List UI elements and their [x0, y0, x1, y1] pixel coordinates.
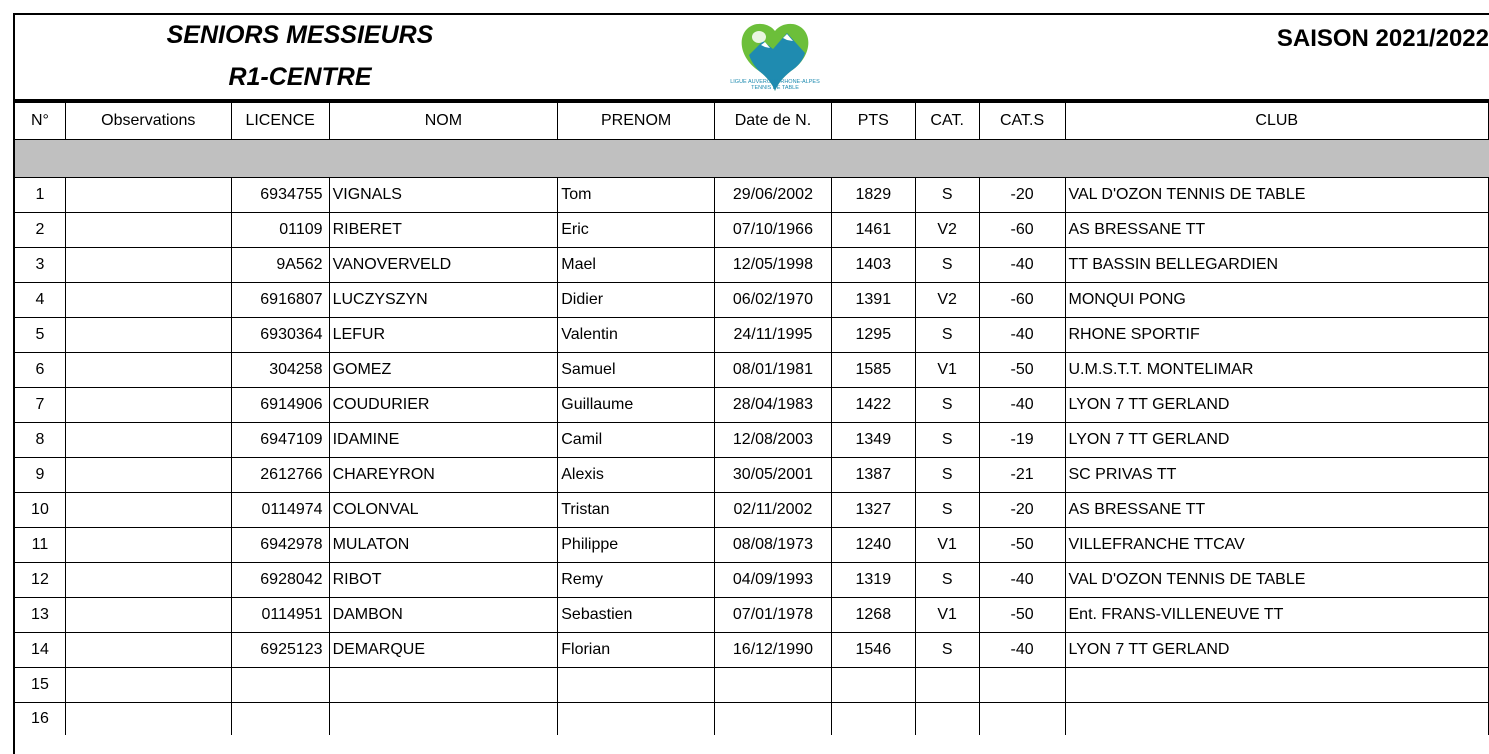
- cell-licence[interactable]: [231, 703, 329, 735]
- cell-cats[interactable]: -60: [979, 283, 1065, 318]
- cell-number[interactable]: 4: [15, 283, 66, 318]
- cell-pts[interactable]: 1295: [831, 318, 915, 353]
- cell-date[interactable]: 12/05/1998: [715, 248, 832, 283]
- cell-club[interactable]: TT BASSIN BELLEGARDIEN: [1065, 248, 1489, 283]
- cell-club[interactable]: RHONE SPORTIF: [1065, 318, 1489, 353]
- cell-prenom[interactable]: Tristan: [558, 493, 715, 528]
- cell-cat[interactable]: [915, 668, 979, 703]
- cell-observations[interactable]: [65, 458, 231, 493]
- cell-pts[interactable]: 1387: [831, 458, 915, 493]
- cell-prenom[interactable]: Remy: [558, 563, 715, 598]
- cell-prenom[interactable]: Tom: [558, 178, 715, 213]
- cell-date[interactable]: 12/08/2003: [715, 423, 832, 458]
- cell-licence[interactable]: 304258: [231, 353, 329, 388]
- col-header-number: N°: [15, 103, 66, 140]
- cell-pts[interactable]: 1349: [831, 423, 915, 458]
- division-title: R1-CENTRE: [228, 63, 372, 91]
- cell-cat[interactable]: V1: [915, 528, 979, 563]
- table-row: [15, 248, 1489, 283]
- table-row: [15, 353, 1489, 388]
- col-header-prenom: PRENOM: [558, 103, 715, 140]
- cell-number[interactable]: 11: [15, 528, 66, 563]
- cell-date[interactable]: 07/01/1978: [715, 598, 832, 633]
- cell-observations[interactable]: [65, 528, 231, 563]
- cell-licence[interactable]: 6947109: [231, 423, 329, 458]
- table-row: [15, 528, 1489, 563]
- cell-nom[interactable]: DEMARQUE: [329, 633, 558, 668]
- cell-date[interactable]: 08/08/1973: [715, 528, 832, 563]
- cell-number[interactable]: 13: [15, 598, 66, 633]
- table-row: [15, 563, 1489, 598]
- cell-club[interactable]: SC PRIVAS TT: [1065, 458, 1489, 493]
- cell-club[interactable]: VAL D'OZON TENNIS DE TABLE: [1065, 563, 1489, 598]
- cell-licence[interactable]: [231, 668, 329, 703]
- cell-observations[interactable]: [65, 318, 231, 353]
- cell-cats[interactable]: -20: [979, 178, 1065, 213]
- cell-prenom[interactable]: Camil: [558, 423, 715, 458]
- cell-prenom[interactable]: [558, 703, 715, 735]
- cell-cats[interactable]: -50: [979, 353, 1065, 388]
- cell-cats[interactable]: [979, 668, 1065, 703]
- cell-cats[interactable]: -40: [979, 248, 1065, 283]
- cell-cat[interactable]: [915, 703, 979, 735]
- cell-prenom[interactable]: Florian: [558, 633, 715, 668]
- cell-prenom[interactable]: Alexis: [558, 458, 715, 493]
- cell-number[interactable]: 12: [15, 563, 66, 598]
- col-header-nom: NOM: [329, 103, 558, 140]
- cell-nom[interactable]: VANOVERVELD: [329, 248, 558, 283]
- cell-date[interactable]: 07/10/1966: [715, 213, 832, 248]
- cell-prenom[interactable]: Mael: [558, 248, 715, 283]
- cell-cats[interactable]: -40: [979, 318, 1065, 353]
- cell-observations[interactable]: [65, 703, 231, 735]
- cell-club[interactable]: LYON 7 TT GERLAND: [1065, 388, 1489, 423]
- cell-pts[interactable]: [831, 668, 915, 703]
- cell-pts[interactable]: 1403: [831, 248, 915, 283]
- cell-number[interactable]: 7: [15, 388, 66, 423]
- table-row: [15, 213, 1489, 248]
- table-row: [15, 668, 1489, 703]
- cell-number[interactable]: 9: [15, 458, 66, 493]
- cell-observations[interactable]: [65, 353, 231, 388]
- cell-prenom[interactable]: [558, 668, 715, 703]
- cell-cats[interactable]: [979, 703, 1065, 735]
- cell-club[interactable]: VILLEFRANCHE TTCAV: [1065, 528, 1489, 563]
- cell-cat[interactable]: S: [915, 563, 979, 598]
- cell-prenom[interactable]: Guillaume: [558, 388, 715, 423]
- cell-cat[interactable]: S: [915, 493, 979, 528]
- cell-observations[interactable]: [65, 283, 231, 318]
- cell-date[interactable]: 02/11/2002: [715, 493, 832, 528]
- cell-nom[interactable]: RIBERET: [329, 213, 558, 248]
- cell-pts[interactable]: 1391: [831, 283, 915, 318]
- cell-number[interactable]: 10: [15, 493, 66, 528]
- cell-club[interactable]: LYON 7 TT GERLAND: [1065, 423, 1489, 458]
- cell-prenom[interactable]: Valentin: [558, 318, 715, 353]
- cell-licence[interactable]: 01109: [231, 213, 329, 248]
- cell-nom[interactable]: LEFUR: [329, 318, 558, 353]
- cell-cat[interactable]: V1: [915, 598, 979, 633]
- cell-number[interactable]: 8: [15, 423, 66, 458]
- cell-observations[interactable]: [65, 213, 231, 248]
- cell-date[interactable]: 28/04/1983: [715, 388, 832, 423]
- cell-club[interactable]: AS BRESSANE TT: [1065, 493, 1489, 528]
- cell-nom[interactable]: GOMEZ: [329, 353, 558, 388]
- cell-observations[interactable]: [65, 598, 231, 633]
- cell-cat[interactable]: S: [915, 178, 979, 213]
- players-table: [14, 102, 1489, 735]
- table-row: [15, 388, 1489, 423]
- cell-cat[interactable]: S: [915, 633, 979, 668]
- cell-pts[interactable]: 1268: [831, 598, 915, 633]
- cell-cat[interactable]: V2: [915, 283, 979, 318]
- cell-observations[interactable]: [65, 423, 231, 458]
- cell-pts[interactable]: [831, 703, 915, 735]
- cell-pts[interactable]: 1585: [831, 353, 915, 388]
- cell-licence[interactable]: 0114974: [231, 493, 329, 528]
- table-row: [15, 283, 1489, 318]
- cell-cats[interactable]: -40: [979, 388, 1065, 423]
- cell-licence[interactable]: 6928042: [231, 563, 329, 598]
- cell-cat[interactable]: S: [915, 388, 979, 423]
- cell-date[interactable]: 30/05/2001: [715, 458, 832, 493]
- table-row: [15, 598, 1489, 633]
- cell-pts[interactable]: 1461: [831, 213, 915, 248]
- cell-cat[interactable]: S: [915, 423, 979, 458]
- cell-licence[interactable]: 6942978: [231, 528, 329, 563]
- cell-pts[interactable]: 1319: [831, 563, 915, 598]
- cell-club[interactable]: [1065, 703, 1489, 735]
- cell-observations[interactable]: [65, 563, 231, 598]
- cell-club[interactable]: LYON 7 TT GERLAND: [1065, 633, 1489, 668]
- cell-observations[interactable]: [65, 388, 231, 423]
- cell-prenom[interactable]: Eric: [558, 213, 715, 248]
- cell-cats[interactable]: -21: [979, 458, 1065, 493]
- cell-nom[interactable]: COUDURIER: [329, 388, 558, 423]
- cell-licence[interactable]: 6916807: [231, 283, 329, 318]
- table-header-row: [15, 103, 1489, 140]
- cell-pts[interactable]: 1546: [831, 633, 915, 668]
- cell-club[interactable]: Ent. FRANS-VILLENEUVE TT: [1065, 598, 1489, 633]
- cell-club[interactable]: MONQUI PONG: [1065, 283, 1489, 318]
- cell-date[interactable]: 06/02/1970: [715, 283, 832, 318]
- cell-licence[interactable]: 6914906: [231, 388, 329, 423]
- cell-nom[interactable]: IDAMINE: [329, 423, 558, 458]
- cell-club[interactable]: VAL D'OZON TENNIS DE TABLE: [1065, 178, 1489, 213]
- season-label: SAISON 2021/2022: [1276, 25, 1489, 52]
- cell-cat[interactable]: V2: [915, 213, 979, 248]
- cell-licence[interactable]: 6930364: [231, 318, 329, 353]
- cell-licence[interactable]: 0114951: [231, 598, 329, 633]
- grey-separator-row: [15, 140, 1489, 178]
- col-header-club: CLUB: [1065, 103, 1489, 140]
- sheet-title: SENIORS MESSIEURS: [166, 21, 434, 49]
- cell-prenom[interactable]: Samuel: [558, 353, 715, 388]
- col-header-licence: LICENCE: [231, 103, 329, 140]
- cell-nom[interactable]: [329, 703, 558, 735]
- cell-nom[interactable]: CHAREYRON: [329, 458, 558, 493]
- cell-club[interactable]: U.M.S.T.T. MONTELIMAR: [1065, 353, 1489, 388]
- cell-number[interactable]: 15: [15, 668, 66, 703]
- cell-number[interactable]: 3: [15, 248, 66, 283]
- cell-date[interactable]: 16/12/1990: [715, 633, 832, 668]
- cell-observations[interactable]: [65, 248, 231, 283]
- cell-prenom[interactable]: Philippe: [558, 528, 715, 563]
- cell-date[interactable]: 08/01/1981: [715, 353, 832, 388]
- table-row: [15, 318, 1489, 353]
- cell-club[interactable]: [1065, 668, 1489, 703]
- col-header-cats: CAT.S: [979, 103, 1065, 140]
- cell-nom[interactable]: RIBOT: [329, 563, 558, 598]
- cell-nom[interactable]: [329, 668, 558, 703]
- cell-number[interactable]: 2: [15, 213, 66, 248]
- league-logo-text: LIGUE AUVERGNE RHONE-ALPES TENNIS DE TABLE: [730, 79, 820, 91]
- cell-licence[interactable]: 6934755: [231, 178, 329, 213]
- cell-cat[interactable]: S: [915, 248, 979, 283]
- cell-date[interactable]: 24/11/1995: [715, 318, 832, 353]
- table-row: [15, 633, 1489, 668]
- cell-number[interactable]: 5: [15, 318, 66, 353]
- cell-cats[interactable]: -50: [979, 598, 1065, 633]
- cell-club[interactable]: AS BRESSANE TT: [1065, 213, 1489, 248]
- cell-cat[interactable]: V1: [915, 353, 979, 388]
- cell-date[interactable]: 29/06/2002: [715, 178, 832, 213]
- cell-number[interactable]: 1: [15, 178, 66, 213]
- cell-prenom[interactable]: Didier: [558, 283, 715, 318]
- cell-number[interactable]: 16: [15, 703, 66, 735]
- sheet-header: [13, 13, 1489, 102]
- cell-licence[interactable]: 6925123: [231, 633, 329, 668]
- cell-nom[interactable]: COLONVAL: [329, 493, 558, 528]
- cell-cats[interactable]: -40: [979, 633, 1065, 668]
- cell-observations[interactable]: [65, 493, 231, 528]
- table-row: [15, 458, 1489, 493]
- cell-pts[interactable]: 1240: [831, 528, 915, 563]
- cell-observations[interactable]: [65, 668, 231, 703]
- cell-date[interactable]: [715, 668, 832, 703]
- cell-number[interactable]: 14: [15, 633, 66, 668]
- cell-pts[interactable]: 1422: [831, 388, 915, 423]
- table-row: [15, 703, 1489, 735]
- cell-observations[interactable]: [65, 633, 231, 668]
- cell-cats[interactable]: -40: [979, 563, 1065, 598]
- cell-cat[interactable]: S: [915, 318, 979, 353]
- cell-pts[interactable]: 1327: [831, 493, 915, 528]
- table-row: [15, 493, 1489, 528]
- cell-nom[interactable]: DAMBON: [329, 598, 558, 633]
- cell-cats[interactable]: -60: [979, 213, 1065, 248]
- col-header-pts: PTS: [831, 103, 915, 140]
- cell-date[interactable]: [715, 703, 832, 735]
- cell-nom[interactable]: LUCZYSZYN: [329, 283, 558, 318]
- table-row: [15, 423, 1489, 458]
- cell-pts[interactable]: 1829: [831, 178, 915, 213]
- cell-cats[interactable]: -20: [979, 493, 1065, 528]
- cell-nom[interactable]: MULATON: [329, 528, 558, 563]
- col-header-observations: Observations: [65, 103, 231, 140]
- cell-licence[interactable]: 2612766: [231, 458, 329, 493]
- cell-nom[interactable]: VIGNALS: [329, 178, 558, 213]
- col-header-cat: CAT.: [915, 103, 979, 140]
- cell-cat[interactable]: S: [915, 458, 979, 493]
- cell-cats[interactable]: -19: [979, 423, 1065, 458]
- cell-observations[interactable]: [65, 178, 231, 213]
- cell-cats[interactable]: -50: [979, 528, 1065, 563]
- col-header-date: Date de N.: [715, 103, 832, 140]
- cell-number[interactable]: 6: [15, 353, 66, 388]
- cell-licence[interactable]: 9A562: [231, 248, 329, 283]
- cell-prenom[interactable]: Sebastien: [558, 598, 715, 633]
- table-row: [15, 178, 1489, 213]
- cell-date[interactable]: 04/09/1993: [715, 563, 832, 598]
